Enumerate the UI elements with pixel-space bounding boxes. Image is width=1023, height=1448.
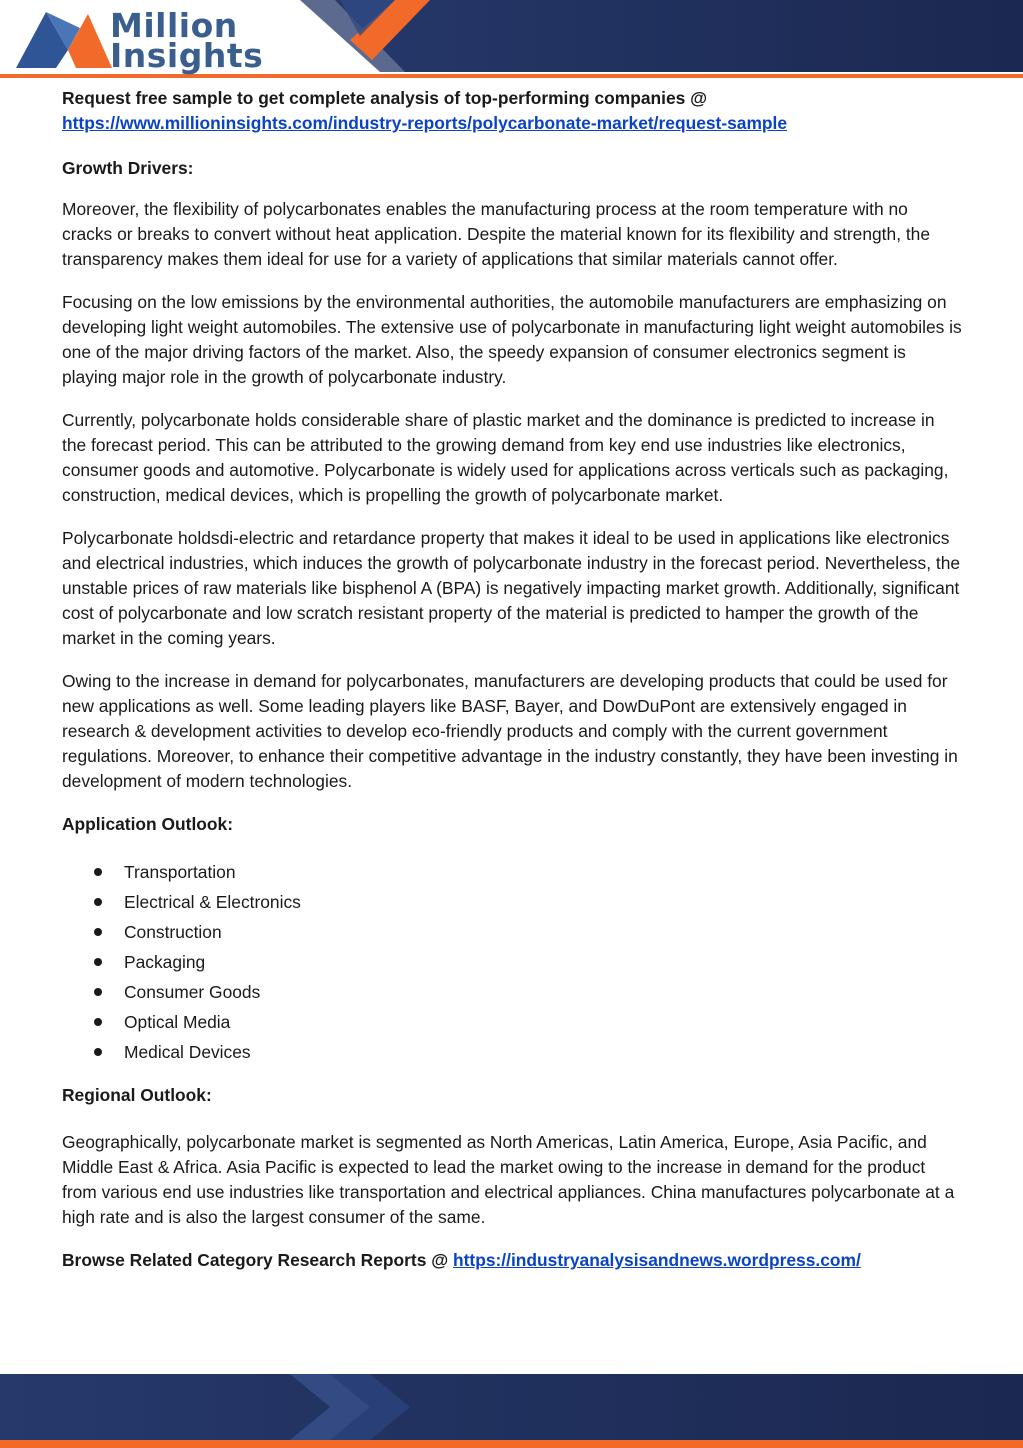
growth-paragraph-5: Owing to the increase in demand for polycarbonates, manufacturers are developing products that could be used for new applications as well. Some leading players like BASF, Bayer, and DowDuPont are extensively engaged in research & development activities to develop eco-friendly products and comply with the current government regulations. Moreover, to enhance their competitive advantage in the industry constantly, they have been investing in development of modern technologies.	[62, 671, 958, 791]
browse-paragraph	[62, 1248, 962, 1273]
logo-text-insights: Insights	[110, 36, 264, 75]
list-item	[62, 947, 962, 977]
logo-text-million: Million	[110, 6, 238, 45]
list-item-label: Electrical & Electronics	[124, 892, 301, 912]
list-item	[62, 977, 962, 1007]
list-item-label: Construction	[124, 922, 222, 942]
request-sample-link[interactable]: https://www.millioninsights.com/industry-reports/polycarbonate-market/request-sample	[62, 113, 788, 133]
logo-mark-icon	[16, 6, 116, 76]
bullet-icon	[94, 988, 102, 996]
header-banner	[0, 0, 1023, 82]
regional-paragraph: Geographically, polycarbonate market is segmented as North Americas, Latin America, Europe, Asia Pacific, and Middle East & Africa. Asia Pacific is expected to lead the market owing to the increase in demand for the product from various end use industries like transportation and electrical appliances. China manufactures polycarbonate at a high rate and is also the largest consumer of the same.	[62, 1132, 955, 1227]
application-list	[62, 853, 962, 1067]
footer-banner	[0, 1374, 1023, 1448]
bullet-icon	[94, 898, 102, 906]
growth-paragraph-3: Currently, polycarbonate holds considerable share of plastic market and the dominance is predicted to increase in the forecast period. This can be attributed to the growing demand from key end use industries like electronics, consumer goods and automotive. Polycarbonate is widely used for applications across verticals such as packaging, construction, medical devices, which is propelling the growth of polycarbonate market.	[62, 410, 949, 505]
list-item-label: Transportation	[124, 862, 236, 882]
request-sample-paragraph	[62, 86, 962, 136]
bullet-icon	[94, 868, 102, 876]
list-item	[62, 917, 962, 947]
growth-paragraph-1: Moreover, the flexibility of polycarbonates enables the manufacturing process at the room temperature with no cracks or breaks to convert without heat application. Despite the material known for its flexibility and strength, the transparency makes them ideal for use for a variety of applications that similar materials cannot offer.	[62, 199, 931, 269]
application-outlook-heading: Application Outlook:	[62, 814, 233, 834]
browse-text: Browse Related Category Research Reports @	[62, 1250, 449, 1270]
list-item-label: Packaging	[124, 952, 206, 972]
list-item-label: Medical Devices	[124, 1042, 251, 1062]
list-item-label: Consumer Goods	[124, 982, 261, 1002]
growth-paragraph-4: Polycarbonate holdsdi-electric and retardance property that makes it ideal to be used in applications like electronics and electrical industries, which induces the growth of polycarbonate industry in the forecast period. Nevertheless, the unstable prices of raw materials like bisphenol A (BPA) is negatively impacting market growth. Additionally, significant cost of polycarbonate and low scratch resistant property of the material is predicted to hamper the growth of the market in the coming years.	[62, 528, 961, 648]
browse-link[interactable]: https://industryanalysisandnews.wordpress.com/	[453, 1250, 861, 1270]
bullet-icon	[94, 928, 102, 936]
list-item-label: Optical Media	[124, 1012, 231, 1032]
list-item	[62, 857, 962, 887]
document-body	[62, 86, 962, 1291]
bullet-icon	[94, 1048, 102, 1056]
list-item	[62, 1037, 962, 1067]
request-sample-text: Request free sample to get complete analysis of top-performing companies @	[62, 88, 708, 108]
growth-paragraph-2: Focusing on the low emissions by the environmental authorities, the automobile manufacturers are emphasizing on developing light weight automobiles. The extensive use of polycarbonate in manufacturing light weight automobiles is one of the major driving factors of the market. Also, the speedy expansion of consumer electronics segment is playing major role in the growth of polycarbonate industry.	[62, 292, 962, 387]
footer-background	[0, 1374, 1023, 1448]
regional-outlook-heading: Regional Outlook:	[62, 1085, 212, 1105]
list-item	[62, 887, 962, 917]
bullet-icon	[94, 1018, 102, 1026]
bullet-icon	[94, 958, 102, 966]
list-item	[62, 1007, 962, 1037]
growth-drivers-heading: Growth Drivers:	[62, 158, 194, 178]
